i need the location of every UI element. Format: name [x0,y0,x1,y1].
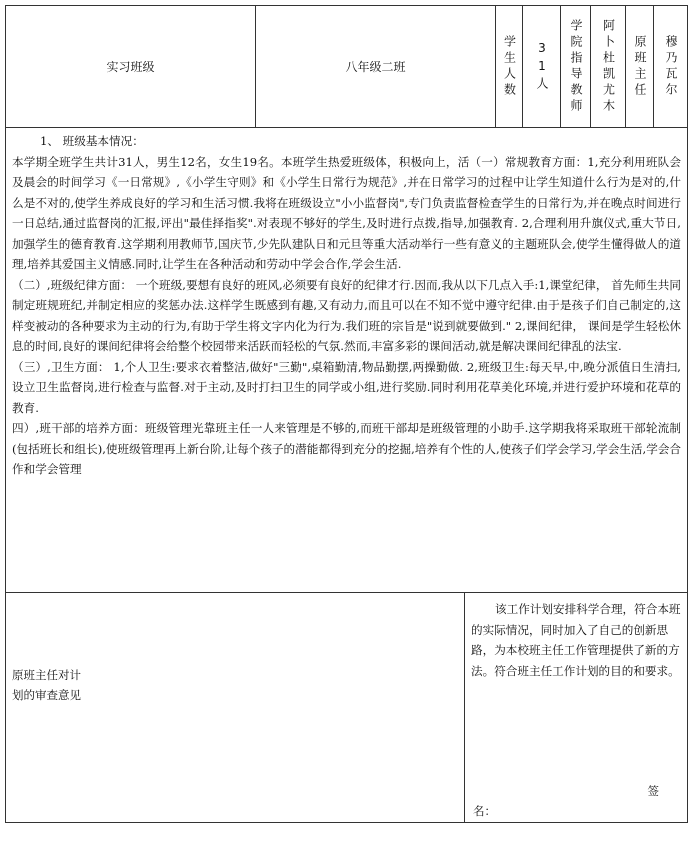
teacher-name-cell [591,6,626,127]
signature-line [473,781,683,821]
paragraph-hygiene: （三）,卫生方面： 1,个人卫生:要求衣着整洁,做好"三勤",桌箱勤清,物品勤摆,两操勤做. 2,班级卫生:每天早,中,晚分派值日生清扫,设立卫生监督岗,进行检查与监督.对于主动,及时打扫卫生的同学或小组,进行奖励.同时利用花草美化环境,并进行爱护环境和花草的教育. [12,359,681,415]
label-teacher-cell [561,6,591,127]
paragraph-cadre: 四）,班干部的培养方面：班级管理光靠班主任一人来管理是不够的,而班干部却是班级管理的小助手.这学期我将采取班干部轮流制(包括班长和组长),使班级管理再上新台阶,让每个孩子的潜能都得到充分的挖掘,培养有个性的人,使孩子们学会学习,学会生活,学会合作和学会管理 [12,421,681,476]
paragraph-discipline: （二）,班级纪律方面： 一个班级,要想有良好的班风,必须要有良好的纪律才行.因而,我从以下几点入手:1,课堂纪律， 首先师生共同制定班规班纪,并制定相应的奖惩办法.这样学生既感到有趣,又有动力,而且可以在不知不觉中遵守纪律.由于是孩子们自己制定的,这样变被动的各种要求为主动的行为,有助于学生将文字内化为行为.我们班的宗旨是"说到就要做到." 2,课间纪律， 课间是学生轻松休息的时间,良好的课间纪律将会给整个校园带来活跃而轻松的气氛.然而,丰富多彩的课间活动,就是解决课间纪律乱的法宝. [12,277,681,353]
paragraph-routine: 本学期全班学生共计31人，男生12名，女生19名。本班学生热爱班级体，积极向上，活（一）常规教育方面：1,充分利用班队会及晨会的时间学习《一日常规》,《小学生守则》和《小学生日常行为规范》,并在日常学习的过程中让学生知道什么行为是对的,什么是不对的,使学生养成良好的学习和生活习惯.我将在班级设立"小小监督岗",专门负责监督检查学生的日常行为,并在晚点时间进行一日总结,通过监督岗的汇报,评出"最佳择指奖".对表现不够好的学生,及时进行点拨,指导,加强教育. 2,合理利用升旗仪式,重大节日,加强学生的德育教育.这学期利用教师节,国庆节,少先队建队日和元旦等重大活动举行一些有意义的主题班队会,使学生懂得做人的道理,培养其爱国主义情感.同时,让学生在各种活动和劳动中学会合作,学会生活. [12,154,681,271]
label-teacher: 学院指导教师 [569,18,583,115]
plan-content [6,127,687,593]
label-orig-teacher: 原班主任 [633,34,647,99]
label-students: 学生人数 [502,34,517,99]
orig-teacher-name: 穆乃瓦尔 [664,34,678,99]
plan-table [5,5,688,823]
class-name: 八年级二班 [345,60,406,74]
orig-teacher-name-cell [654,6,687,127]
review-row [6,593,687,822]
label-class: 实习班级 [106,60,155,74]
review-comment: 该工作计划安排科学合理，符合本班的实际情况，同时加入了自己的创新思路，为本校班主任工作管理提供了新的方法。符合班主任工作计划的目的和要求。 [471,602,681,678]
label-class-cell [6,6,256,127]
section-heading: 1、 班级基本情况： [40,134,144,148]
student-count-cell [523,6,561,127]
student-count: 31人 [535,40,549,93]
review-label: 原班主任对计划的审查意见 [12,668,81,702]
label-students-cell [496,6,523,127]
teacher-name: 阿卜杜凯尤木 [601,18,616,115]
review-label-cell [6,593,465,822]
sign-label: 签 名： [473,784,659,818]
class-name-cell [256,6,496,127]
header-row [6,6,687,128]
label-orig-teacher-cell [626,6,654,127]
